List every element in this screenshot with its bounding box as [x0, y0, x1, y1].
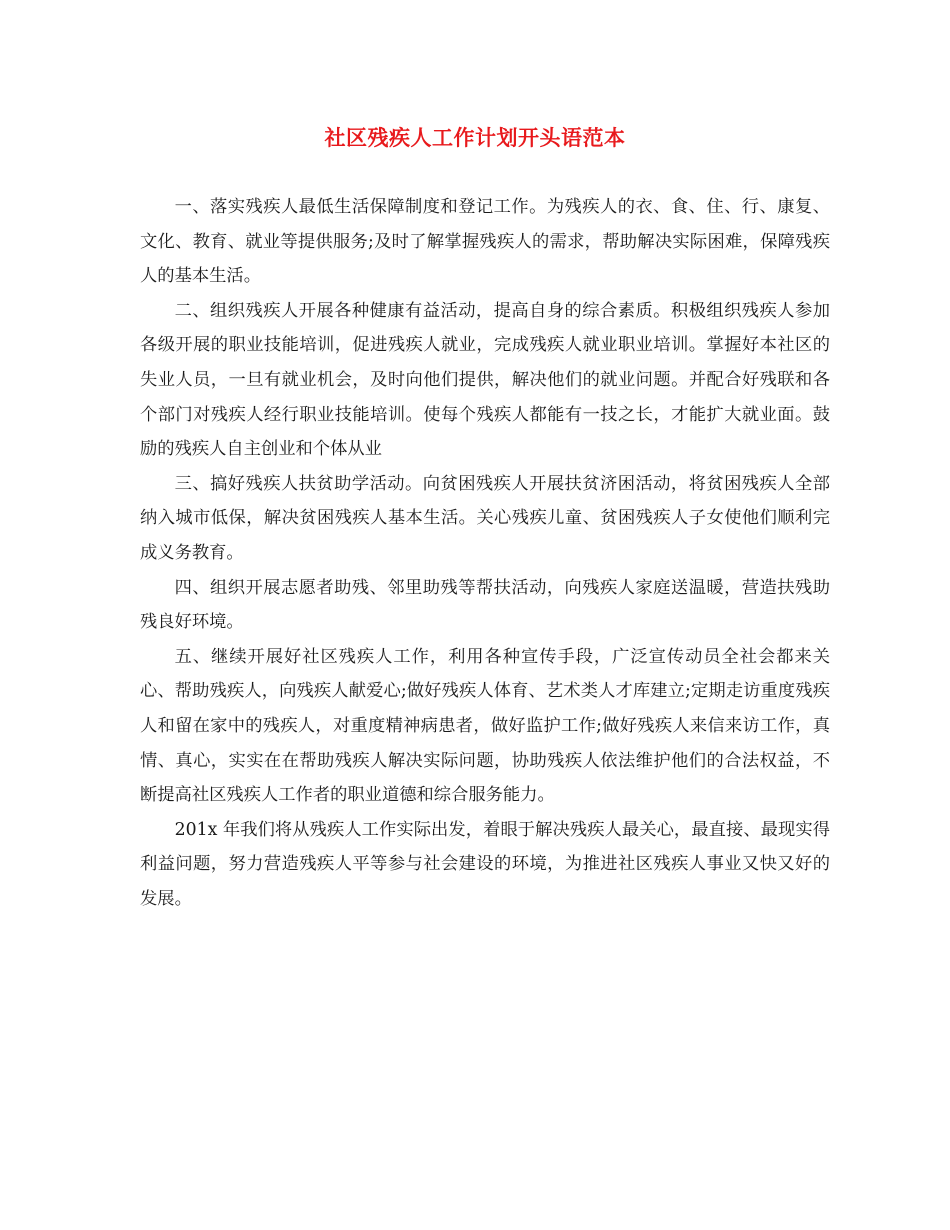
paragraph-1: 一、落实残疾人最低生活保障制度和登记工作。为残疾人的衣、食、住、行、康复、文化、教育、就业等提供服务;及时了解掌握残疾人的需求，帮助解决实际困难，保障残疾人的基本生活。 — [140, 197, 830, 287]
paragraph-5: 五、继续开展好社区残疾人工作，利用各种宣传手段，广泛宣传动员全社会都来关心、帮助残疾人，向残疾人献爱心;做好残疾人体育、艺术类人才库建立;定期走访重度残疾人和留在家中的残疾人，对重度精神病患者，做好监护工作;做好残疾人来信来访工作，真情、真心，实实在在帮助残疾人解决实际问题，协助残疾人依法维护他们的合法权益，不断提高社区残疾人工作者的职业道德和综合服务能力。 — [140, 646, 830, 806]
document-title: 社区残疾人工作计划开头语范本 — [324, 125, 626, 150]
paragraph-3: 三、搞好残疾人扶贫助学活动。向贫困残疾人开展扶贫济困活动，将贫困残疾人全部纳入城市低保，解决贫困残疾人基本生活。关心残疾儿童、贫困残疾人子女使他们顺利完成义务教育。 — [140, 473, 830, 563]
paragraph-4: 四、组织开展志愿者助残、邻里助残等帮扶活动，向残疾人家庭送温暖，营造扶残助残良好环境。 — [140, 577, 830, 633]
document-body — [140, 190, 830, 916]
paragraph-6: 201x 年我们将从残疾人工作实际出发，着眼于解决残疾人最关心，最直接、最现实得利益问题，努力营造残疾人平等参与社会建设的环境，为推进社区残疾人事业又快又好的发展。 — [140, 819, 830, 909]
paragraph-2: 二、组织残疾人开展各种健康有益活动，提高自身的综合素质。积极组织残疾人参加各级开展的职业技能培训，促进残疾人就业，完成残疾人就业职业培训。掌握好本社区的失业人员，一旦有就业机会，及时向他们提供，解决他们的就业问题。并配合好残联和各个部门对残疾人经行职业技能培训。使每个残疾人都能有一技之长，才能扩大就业面。鼓励的残疾人自主创业和个体从业 — [140, 300, 830, 460]
